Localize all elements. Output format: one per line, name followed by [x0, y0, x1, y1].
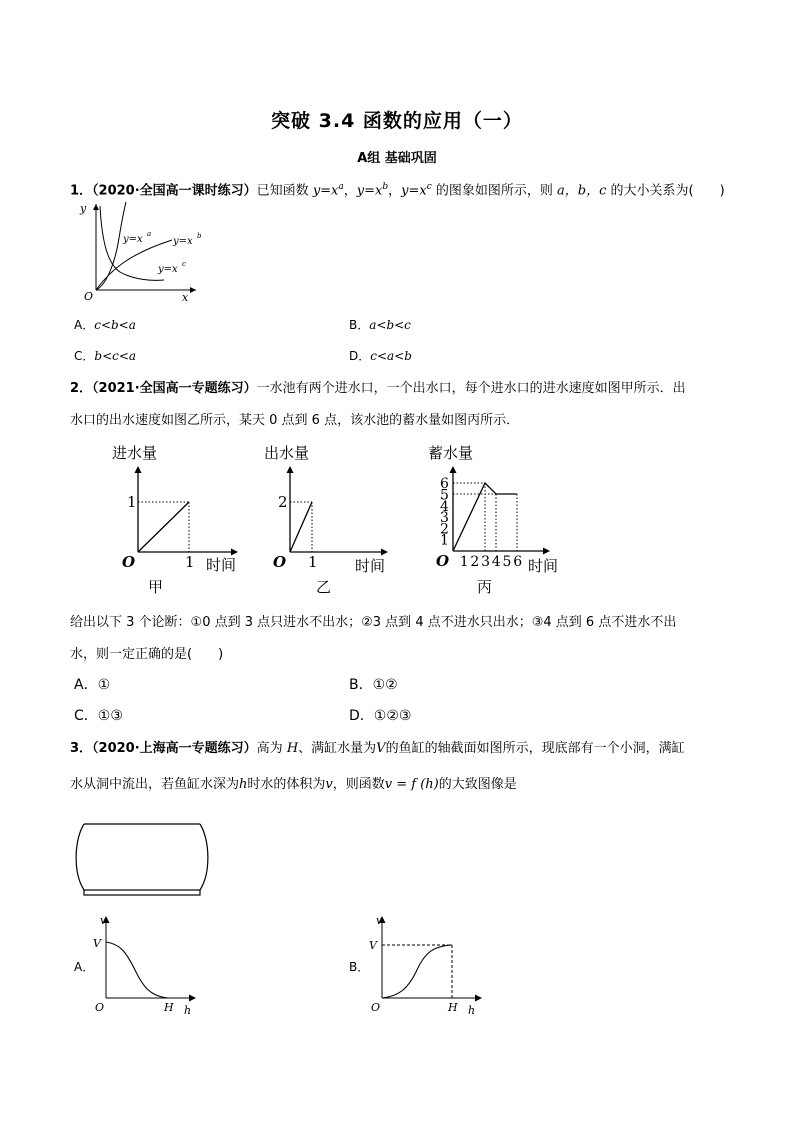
- svg-text:1: 1: [308, 553, 318, 571]
- svg-text:a: a: [147, 230, 152, 238]
- q1-stem: 1．（2020·全国高一课时练习）已知函数 $y=x^a$，$y=x^b$，$y=x^c$ 的图象如图所示，则 a，b，c 的大小关系为( ): [70, 182, 725, 199]
- q3-stem-line1: 3．（2020·上海高一专题练习）高为 H、满缸水量为V的鱼缸的轴截面如图所示，现底部有一个小洞，满缸: [70, 741, 685, 756]
- q1-y-arrow: [93, 204, 99, 210]
- q2-bing-line: [453, 483, 517, 551]
- q2-stem-line4: 水，则一定正确的是( ): [70, 647, 224, 662]
- q3-b-curve: [382, 945, 452, 998]
- q2-option-b[interactable]: B．①②: [349, 677, 398, 693]
- svg-text:时间: 时间: [528, 557, 559, 575]
- q3-option-a-graph[interactable]: [90, 912, 200, 1016]
- q1-origin-label: O: [84, 290, 94, 303]
- svg-text:2: 2: [278, 493, 288, 511]
- q2-graph-yi: [258, 440, 398, 596]
- q2-yi-y-label: 出水量: [264, 444, 310, 462]
- q2-bing-ytick: 2: [440, 521, 449, 538]
- q2-jia-y-label: 进水量: [112, 444, 158, 462]
- q1-option-d[interactable]: D．c<a<b: [349, 349, 412, 363]
- svg-text:c: c: [182, 260, 186, 268]
- q1-x-label: x: [182, 291, 189, 304]
- svg-text:V: V: [369, 939, 377, 952]
- q1-label-a: y=x: [123, 234, 143, 245]
- q2-bing-y-label: 蓄水量: [428, 444, 474, 462]
- q1-source: （2020·全国高一课时练习）: [92, 183, 257, 199]
- q2-yi-line: [290, 502, 312, 552]
- svg-text:丙: 丙: [477, 578, 493, 596]
- svg-text:1: 1: [185, 553, 195, 571]
- q2-jia-line: [138, 502, 189, 552]
- q1-option-b[interactable]: B．a<b<c: [349, 318, 411, 332]
- q2-option-d[interactable]: D．①②③: [349, 708, 412, 724]
- q2-bing-ytick: 6: [440, 476, 449, 493]
- q2-stem-line3: 给出以下 3 个论断：①0 点到 3 点只进水不出水；②3 点到 4 点不进水只出水；③4 点到 6 点不进水不出: [70, 615, 677, 630]
- q1-number: 1．: [70, 183, 93, 199]
- svg-text:v: v: [100, 914, 107, 927]
- q1-label-b: y=x: [173, 236, 193, 247]
- q2-stem-line1: 2．（2021·全国高一专题练习）一水池有两个进水口，一个出水口，每个进水口的进水速度如图甲所示．出: [70, 381, 686, 396]
- svg-text:H: H: [448, 1001, 458, 1014]
- q2-bing-xtick: 5: [502, 554, 512, 570]
- q3-stem-line2: 水从洞中流出，若鱼缸水深为h时水的体积为v，则函数v = f (h)的大致图像是: [70, 777, 517, 792]
- q2-bing-ytick: 5: [440, 487, 449, 504]
- q3-source: （2020·上海高一专题练习）: [92, 741, 257, 756]
- svg-text:乙: 乙: [316, 578, 332, 596]
- q2-option-c[interactable]: C．①③: [74, 708, 123, 724]
- q2-bing-xtick: 3: [481, 554, 491, 570]
- q3-option-b[interactable]: B．: [349, 960, 370, 974]
- svg-text:时间: 时间: [206, 556, 237, 574]
- q3-fish-tank-diagram: [72, 818, 214, 900]
- svg-text:b: b: [197, 232, 202, 240]
- q3-a-curve: [106, 942, 168, 998]
- q1-option-a[interactable]: A．c<b<a: [74, 318, 136, 332]
- svg-text:O: O: [273, 553, 287, 571]
- q2-graph-jia: [108, 440, 248, 596]
- section-heading: A组 基础巩固: [357, 151, 437, 166]
- q1-power-function-graph: [72, 198, 202, 302]
- q2-bing-xtick: 1: [459, 554, 469, 570]
- svg-text:O: O: [122, 553, 136, 571]
- svg-text:甲: 甲: [148, 578, 164, 596]
- svg-text:O: O: [436, 552, 450, 570]
- svg-text:O: O: [371, 1001, 381, 1014]
- q3-option-a[interactable]: A．: [74, 960, 95, 974]
- q2-bing-xtick: 4: [491, 554, 501, 570]
- q1-y-label: y: [80, 202, 87, 215]
- q1-label-c: y=x: [158, 264, 178, 275]
- svg-text:v: v: [376, 914, 383, 927]
- q1-x-arrow: [190, 287, 196, 293]
- q2-number: 2．: [70, 381, 93, 396]
- q2-bing-xtick: 6: [513, 554, 523, 570]
- q2-bing-ytick: 3: [440, 510, 449, 527]
- svg-text:1: 1: [127, 493, 137, 511]
- svg-text:h: h: [184, 1004, 192, 1017]
- q3-number: 3．: [70, 741, 93, 756]
- svg-text:时间: 时间: [355, 557, 386, 575]
- svg-text:H: H: [164, 1001, 174, 1014]
- q2-graph-bing: [420, 440, 580, 596]
- q2-bing-xtick: 2: [470, 554, 480, 570]
- q2-bing-ytick: 1: [440, 532, 449, 549]
- q2-source: （2021·全国高一专题练习）: [92, 381, 257, 396]
- svg-text:O: O: [95, 1001, 105, 1014]
- q2-option-a[interactable]: A．①: [74, 677, 111, 693]
- q1-option-c[interactable]: C．b<c<a: [74, 349, 137, 363]
- q2-bing-ytick: 4: [440, 498, 449, 515]
- q3-option-b-graph[interactable]: [366, 912, 486, 1016]
- page-title: 突破 3.4 函数的应用（一）: [271, 110, 523, 132]
- svg-text:V: V: [93, 937, 101, 950]
- svg-text:h: h: [468, 1004, 476, 1017]
- q2-stem-line2: 水口的出水速度如图乙所示，某天 0 点到 6 点，该水池的蓄水量如图丙所示．: [70, 413, 520, 428]
